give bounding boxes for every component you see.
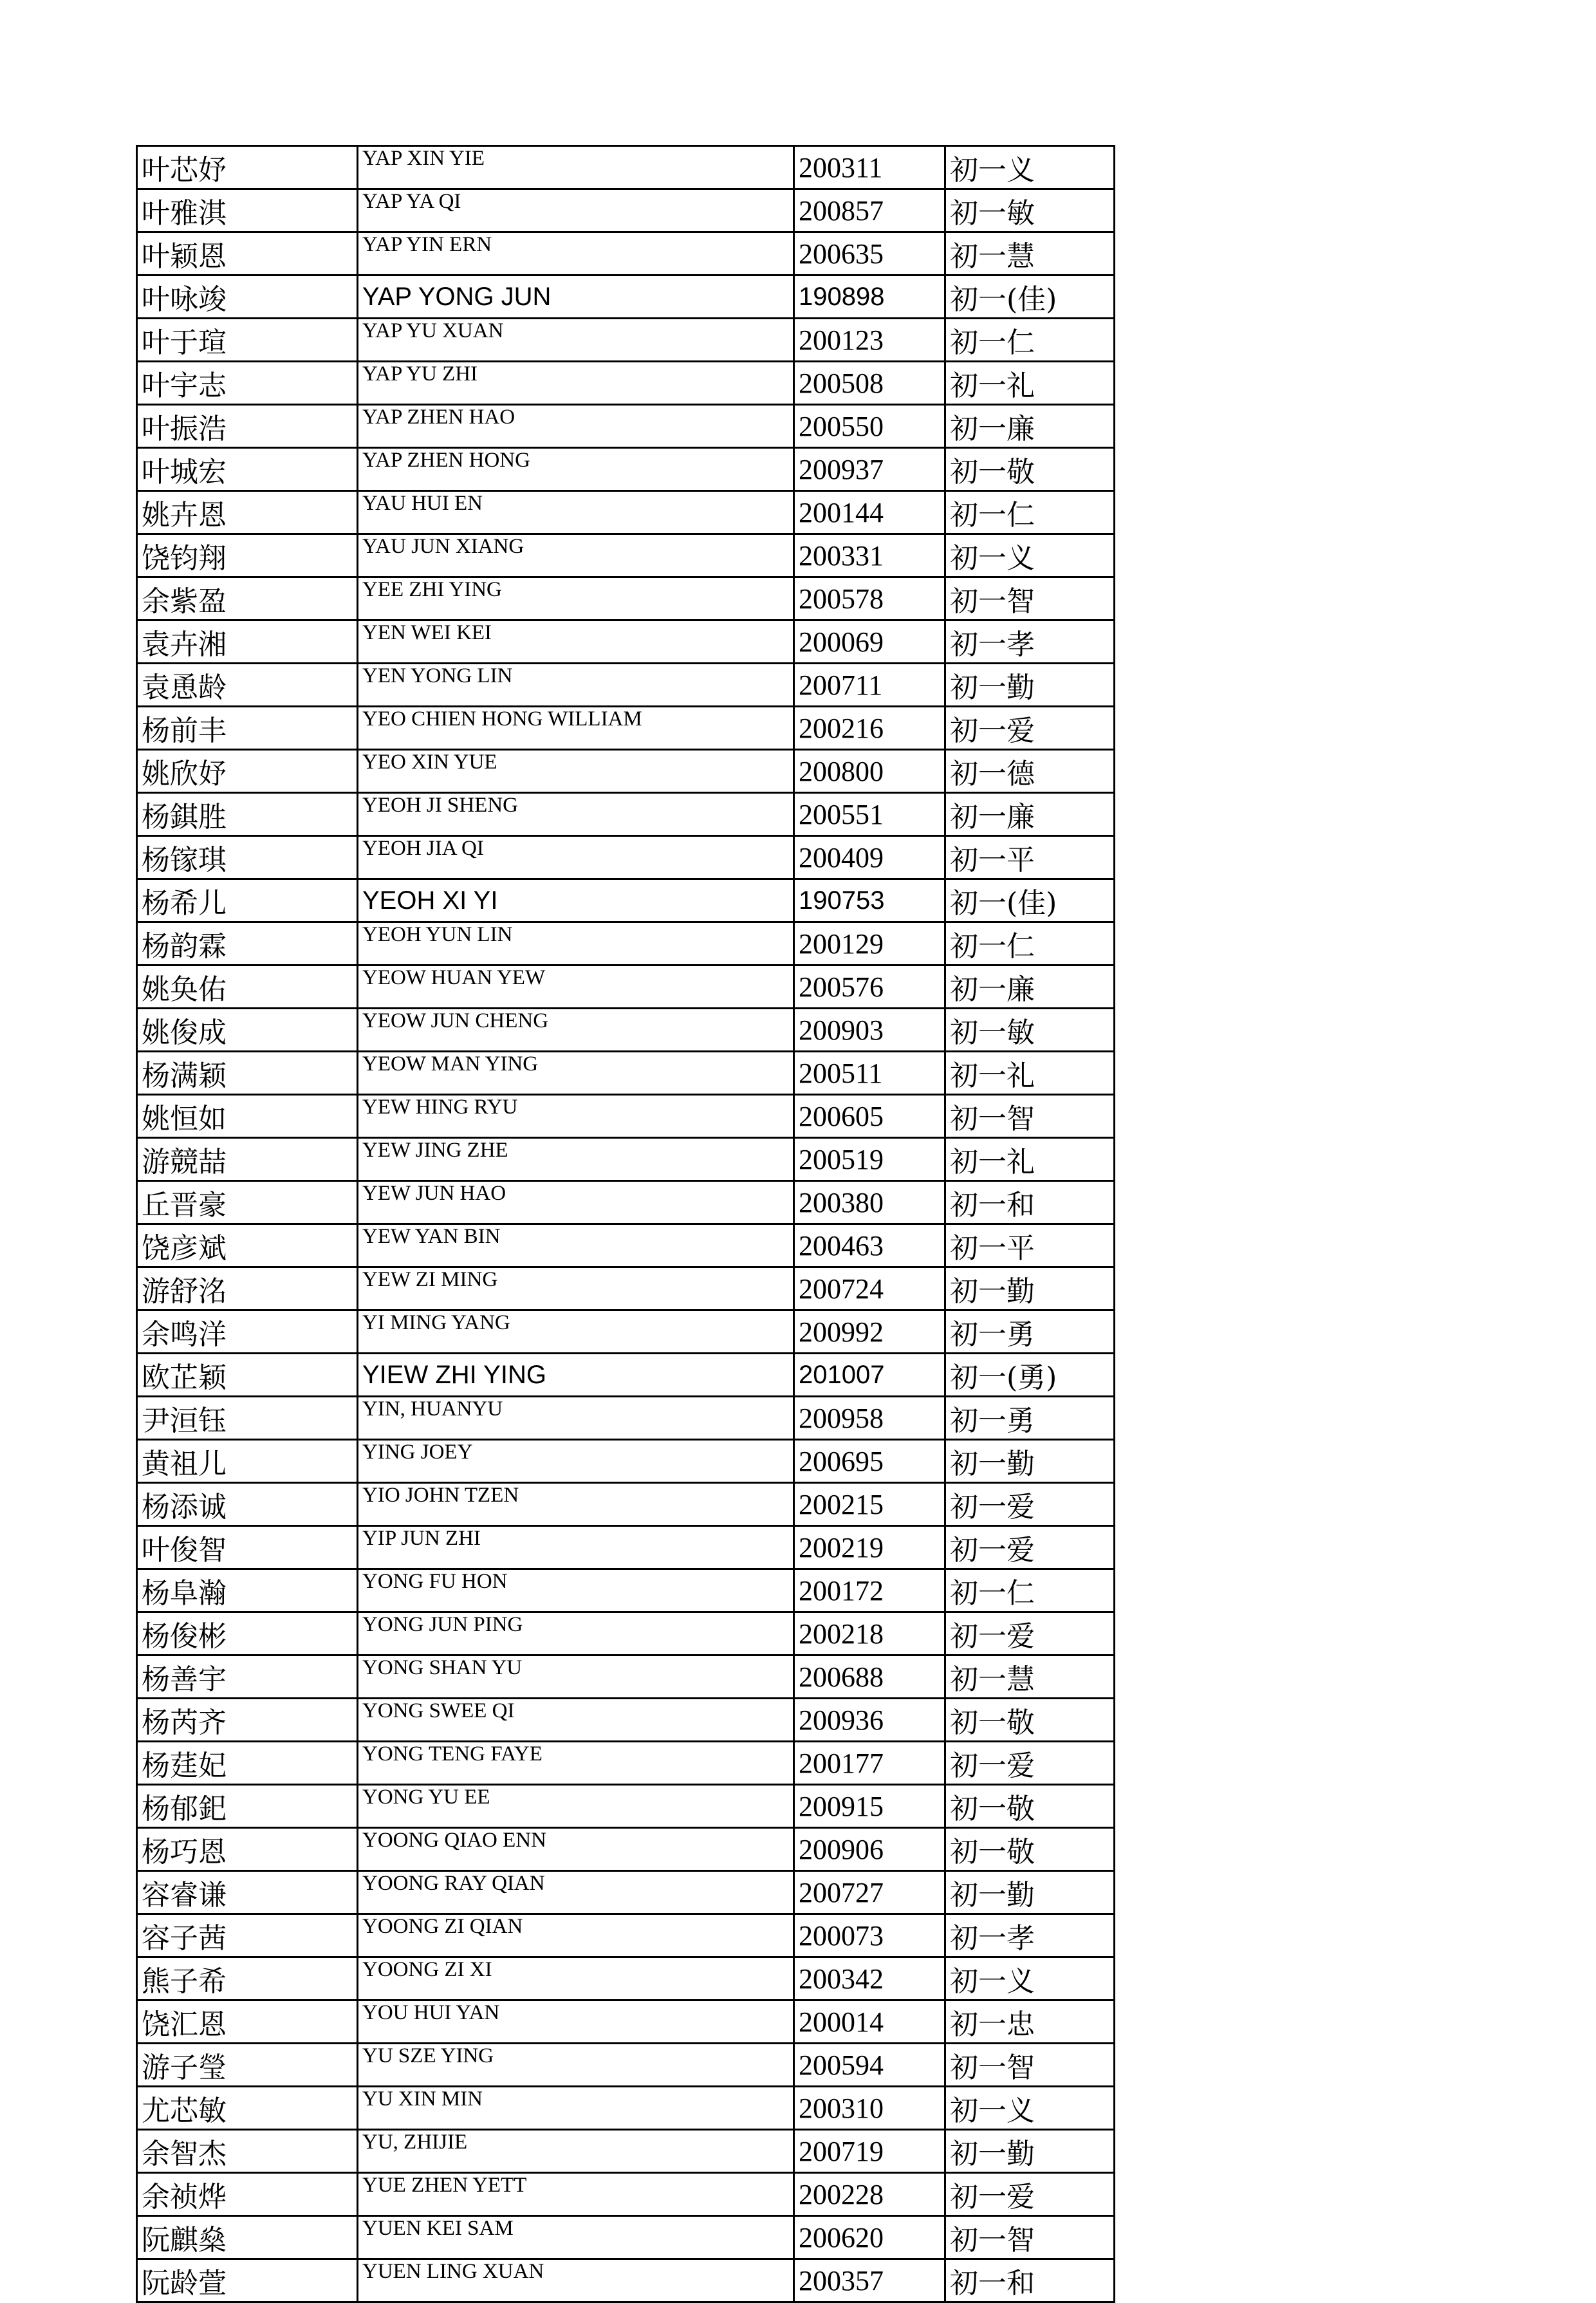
student-id-cell: 200695 bbox=[794, 1440, 945, 1483]
table-body bbox=[137, 146, 1115, 2302]
student-id-cell: 200915 bbox=[794, 1785, 945, 1828]
english-name-cell: YAU HUI EN bbox=[358, 491, 794, 534]
table-row bbox=[137, 1699, 1115, 1742]
student-id-cell: 200311 bbox=[794, 146, 945, 189]
student-id-cell: 200551 bbox=[794, 793, 945, 836]
chinese-name-cell: 容睿谦 bbox=[137, 1871, 358, 1914]
class-cell: 初一勤 bbox=[945, 1871, 1115, 1914]
student-id-cell: 200711 bbox=[794, 664, 945, 707]
class-cell: 初一慧 bbox=[945, 232, 1115, 275]
table-row bbox=[137, 1655, 1115, 1699]
student-id-cell: 200635 bbox=[794, 232, 945, 275]
table-row bbox=[137, 146, 1115, 189]
student-id-cell: 200218 bbox=[794, 1612, 945, 1655]
class-cell: 初一敬 bbox=[945, 448, 1115, 491]
student-id-cell: 200550 bbox=[794, 405, 945, 448]
student-id-cell: 200144 bbox=[794, 491, 945, 534]
student-id-cell: 200409 bbox=[794, 836, 945, 879]
class-cell: 初一勇 bbox=[945, 1310, 1115, 1354]
chinese-name-cell: 饶彦斌 bbox=[137, 1224, 358, 1267]
student-id-cell: 200578 bbox=[794, 577, 945, 620]
english-name-cell: YEOW JUN CHENG bbox=[358, 1009, 794, 1052]
chinese-name-cell: 袁卉湘 bbox=[137, 620, 358, 664]
english-name-cell: YAP YIN ERN bbox=[358, 232, 794, 275]
english-name-cell: YEW JUN HAO bbox=[358, 1181, 794, 1224]
table-row bbox=[137, 707, 1115, 750]
english-name-cell: YAP YA QI bbox=[358, 189, 794, 232]
chinese-name-cell: 叶振浩 bbox=[137, 405, 358, 448]
table-row bbox=[137, 2173, 1115, 2216]
table-row bbox=[137, 319, 1115, 362]
chinese-name-cell: 叶俊智 bbox=[137, 1526, 358, 1569]
chinese-name-cell: 杨郁釲 bbox=[137, 1785, 358, 1828]
class-cell: 初一勤 bbox=[945, 1440, 1115, 1483]
table-row bbox=[137, 664, 1115, 707]
english-name-cell: YEOW MAN YING bbox=[358, 1052, 794, 1095]
class-cell: 初一勇 bbox=[945, 1397, 1115, 1440]
class-cell: 初一平 bbox=[945, 1224, 1115, 1267]
english-name-cell: YONG SHAN YU bbox=[358, 1655, 794, 1699]
chinese-name-cell: 杨莛妃 bbox=[137, 1742, 358, 1785]
student-id-cell: 200800 bbox=[794, 750, 945, 793]
class-cell: 初一敬 bbox=[945, 1828, 1115, 1871]
class-cell: 初一智 bbox=[945, 2044, 1115, 2087]
english-name-cell: YEO XIN YUE bbox=[358, 750, 794, 793]
chinese-name-cell: 游子瑩 bbox=[137, 2044, 358, 2087]
english-name-cell: YEW ZI MING bbox=[358, 1267, 794, 1310]
student-id-cell: 190753 bbox=[794, 879, 945, 922]
table-row bbox=[137, 1957, 1115, 2000]
class-cell: 初一(勇) bbox=[945, 1354, 1115, 1397]
student-id-cell: 200576 bbox=[794, 965, 945, 1009]
chinese-name-cell: 杨韵霖 bbox=[137, 922, 358, 965]
student-id-cell: 200508 bbox=[794, 362, 945, 405]
table-row bbox=[137, 362, 1115, 405]
class-cell: 初一爱 bbox=[945, 1526, 1115, 1569]
student-id-cell: 200958 bbox=[794, 1397, 945, 1440]
student-id-cell: 200937 bbox=[794, 448, 945, 491]
student-id-cell: 200463 bbox=[794, 1224, 945, 1267]
class-cell: 初一仁 bbox=[945, 922, 1115, 965]
student-id-cell: 190898 bbox=[794, 275, 945, 319]
student-id-cell: 200342 bbox=[794, 1957, 945, 2000]
chinese-name-cell: 姚欣妤 bbox=[137, 750, 358, 793]
chinese-name-cell: 杨阜瀚 bbox=[137, 1569, 358, 1612]
english-name-cell: YAU JUN XIANG bbox=[358, 534, 794, 577]
chinese-name-cell: 饶钧翔 bbox=[137, 534, 358, 577]
table-row bbox=[137, 1181, 1115, 1224]
table-row bbox=[137, 1397, 1115, 1440]
class-cell: 初一礼 bbox=[945, 1052, 1115, 1095]
table-row bbox=[137, 2044, 1115, 2087]
student-id-cell: 200992 bbox=[794, 1310, 945, 1354]
class-cell: 初一敏 bbox=[945, 189, 1115, 232]
class-cell: 初一仁 bbox=[945, 1569, 1115, 1612]
chinese-name-cell: 叶芯妤 bbox=[137, 146, 358, 189]
class-cell: 初一义 bbox=[945, 534, 1115, 577]
table-row bbox=[137, 1052, 1115, 1095]
english-name-cell: YIEW ZHI YING bbox=[358, 1354, 794, 1397]
student-id-cell: 200519 bbox=[794, 1138, 945, 1181]
table-row bbox=[137, 1569, 1115, 1612]
english-name-cell: YAP YU ZHI bbox=[358, 362, 794, 405]
student-id-cell: 200727 bbox=[794, 1871, 945, 1914]
english-name-cell: YEOH JI SHENG bbox=[358, 793, 794, 836]
table-row bbox=[137, 232, 1115, 275]
student-id-cell: 200594 bbox=[794, 2044, 945, 2087]
student-id-cell: 200688 bbox=[794, 1655, 945, 1699]
class-cell: 初一爱 bbox=[945, 707, 1115, 750]
student-id-cell: 200129 bbox=[794, 922, 945, 965]
chinese-name-cell: 杨前丰 bbox=[137, 707, 358, 750]
chinese-name-cell: 尤芯敏 bbox=[137, 2087, 358, 2130]
class-cell: 初一爱 bbox=[945, 1483, 1115, 1526]
english-name-cell: YU XIN MIN bbox=[358, 2087, 794, 2130]
student-id-cell: 200719 bbox=[794, 2130, 945, 2173]
student-id-cell: 200605 bbox=[794, 1095, 945, 1138]
student-id-cell: 201007 bbox=[794, 1354, 945, 1397]
english-name-cell: YONG FU HON bbox=[358, 1569, 794, 1612]
english-name-cell: YONG TENG FAYE bbox=[358, 1742, 794, 1785]
chinese-name-cell: 叶宇志 bbox=[137, 362, 358, 405]
student-id-cell: 200123 bbox=[794, 319, 945, 362]
chinese-name-cell: 杨希儿 bbox=[137, 879, 358, 922]
table-row bbox=[137, 577, 1115, 620]
class-cell: 初一义 bbox=[945, 1957, 1115, 2000]
chinese-name-cell: 姚奂佑 bbox=[137, 965, 358, 1009]
student-id-cell: 200014 bbox=[794, 2000, 945, 2044]
class-cell: 初一廉 bbox=[945, 965, 1115, 1009]
english-name-cell: YONG SWEE QI bbox=[358, 1699, 794, 1742]
student-id-cell: 200310 bbox=[794, 2087, 945, 2130]
class-cell: 初一敬 bbox=[945, 1785, 1115, 1828]
table-row bbox=[137, 2216, 1115, 2259]
student-id-cell: 200069 bbox=[794, 620, 945, 664]
english-name-cell: YAP XIN YIE bbox=[358, 146, 794, 189]
class-cell: 初一礼 bbox=[945, 362, 1115, 405]
english-name-cell: YOONG RAY QIAN bbox=[358, 1871, 794, 1914]
table-row bbox=[137, 836, 1115, 879]
chinese-name-cell: 杨巧恩 bbox=[137, 1828, 358, 1871]
table-row bbox=[137, 491, 1115, 534]
english-name-cell: YONG JUN PING bbox=[358, 1612, 794, 1655]
table-row bbox=[137, 448, 1115, 491]
english-name-cell: YEO CHIEN HONG WILLIAM bbox=[358, 707, 794, 750]
student-id-cell: 200357 bbox=[794, 2259, 945, 2302]
table-row bbox=[137, 1785, 1115, 1828]
english-name-cell: YAP YU XUAN bbox=[358, 319, 794, 362]
table-row bbox=[137, 620, 1115, 664]
table-row bbox=[137, 1095, 1115, 1138]
english-name-cell: YEOH XI YI bbox=[358, 879, 794, 922]
chinese-name-cell: 尹洹钰 bbox=[137, 1397, 358, 1440]
class-cell: 初一勤 bbox=[945, 1267, 1115, 1310]
chinese-name-cell: 饶汇恩 bbox=[137, 2000, 358, 2044]
table-row bbox=[137, 1526, 1115, 1569]
chinese-name-cell: 欧芷颖 bbox=[137, 1354, 358, 1397]
chinese-name-cell: 阮龄萱 bbox=[137, 2259, 358, 2302]
chinese-name-cell: 熊子希 bbox=[137, 1957, 358, 2000]
chinese-name-cell: 游競喆 bbox=[137, 1138, 358, 1181]
class-cell: 初一德 bbox=[945, 750, 1115, 793]
table-row bbox=[137, 2259, 1115, 2302]
english-name-cell: YOU HUI YAN bbox=[358, 2000, 794, 2044]
table-row bbox=[137, 879, 1115, 922]
table-row bbox=[137, 793, 1115, 836]
student-id-cell: 200331 bbox=[794, 534, 945, 577]
english-name-cell: YUEN KEI SAM bbox=[358, 2216, 794, 2259]
english-name-cell: YONG YU EE bbox=[358, 1785, 794, 1828]
class-cell: 初一仁 bbox=[945, 319, 1115, 362]
table-row bbox=[137, 2087, 1115, 2130]
english-name-cell: YAP YONG JUN bbox=[358, 275, 794, 319]
class-cell: 初一爱 bbox=[945, 1742, 1115, 1785]
student-id-cell: 200620 bbox=[794, 2216, 945, 2259]
student-id-cell: 200216 bbox=[794, 707, 945, 750]
english-name-cell: YUEN LING XUAN bbox=[358, 2259, 794, 2302]
english-name-cell: YUE ZHEN YETT bbox=[358, 2173, 794, 2216]
english-name-cell: YOONG ZI QIAN bbox=[358, 1914, 794, 1957]
english-name-cell: YING JOEY bbox=[358, 1440, 794, 1483]
english-name-cell: YEOW HUAN YEW bbox=[358, 965, 794, 1009]
class-cell: 初一智 bbox=[945, 2216, 1115, 2259]
student-id-cell: 200380 bbox=[794, 1181, 945, 1224]
english-name-cell: YIO JOHN TZEN bbox=[358, 1483, 794, 1526]
class-cell: 初一(佳) bbox=[945, 879, 1115, 922]
chinese-name-cell: 姚卉恩 bbox=[137, 491, 358, 534]
class-cell: 初一勤 bbox=[945, 664, 1115, 707]
english-name-cell: YEW JING ZHE bbox=[358, 1138, 794, 1181]
chinese-name-cell: 袁恿龄 bbox=[137, 664, 358, 707]
chinese-name-cell: 丘晋豪 bbox=[137, 1181, 358, 1224]
english-name-cell: YEOH JIA QI bbox=[358, 836, 794, 879]
class-cell: 初一平 bbox=[945, 836, 1115, 879]
english-name-cell: YEE ZHI YING bbox=[358, 577, 794, 620]
table-row bbox=[137, 2130, 1115, 2173]
english-name-cell: YAP ZHEN HAO bbox=[358, 405, 794, 448]
chinese-name-cell: 游舒洺 bbox=[137, 1267, 358, 1310]
english-name-cell: YEOH YUN LIN bbox=[358, 922, 794, 965]
class-cell: 初一敬 bbox=[945, 1699, 1115, 1742]
table-row bbox=[137, 2000, 1115, 2044]
chinese-name-cell: 叶雅淇 bbox=[137, 189, 358, 232]
class-cell: 初一仁 bbox=[945, 491, 1115, 534]
english-name-cell: YEN YONG LIN bbox=[358, 664, 794, 707]
student-id-cell: 200903 bbox=[794, 1009, 945, 1052]
chinese-name-cell: 叶咏竣 bbox=[137, 275, 358, 319]
class-cell: 初一智 bbox=[945, 1095, 1115, 1138]
chinese-name-cell: 杨俊彬 bbox=[137, 1612, 358, 1655]
chinese-name-cell: 杨镓琪 bbox=[137, 836, 358, 879]
table-row bbox=[137, 1483, 1115, 1526]
chinese-name-cell: 余智杰 bbox=[137, 2130, 358, 2173]
table-row bbox=[137, 1828, 1115, 1871]
table-row bbox=[137, 1138, 1115, 1181]
english-name-cell: YEW HING RYU bbox=[358, 1095, 794, 1138]
english-name-cell: YOONG ZI XI bbox=[358, 1957, 794, 2000]
chinese-name-cell: 杨錤胜 bbox=[137, 793, 358, 836]
class-cell: 初一孝 bbox=[945, 1914, 1115, 1957]
english-name-cell: YIN, HUANYU bbox=[358, 1397, 794, 1440]
student-id-cell: 200511 bbox=[794, 1052, 945, 1095]
english-name-cell: YU, ZHIJIE bbox=[358, 2130, 794, 2173]
class-cell: 初一义 bbox=[945, 146, 1115, 189]
table-row bbox=[137, 1009, 1115, 1052]
chinese-name-cell: 姚恒如 bbox=[137, 1095, 358, 1138]
table-row bbox=[137, 1440, 1115, 1483]
chinese-name-cell: 余祯烨 bbox=[137, 2173, 358, 2216]
class-cell: 初一礼 bbox=[945, 1138, 1115, 1181]
chinese-name-cell: 叶城宏 bbox=[137, 448, 358, 491]
class-cell: 初一义 bbox=[945, 2087, 1115, 2130]
chinese-name-cell: 杨添诚 bbox=[137, 1483, 358, 1526]
class-cell: 初一廉 bbox=[945, 405, 1115, 448]
class-cell: 初一慧 bbox=[945, 1655, 1115, 1699]
table-row bbox=[137, 922, 1115, 965]
english-name-cell: YOONG QIAO ENN bbox=[358, 1828, 794, 1871]
english-name-cell: YI MING YANG bbox=[358, 1310, 794, 1354]
student-id-cell: 200172 bbox=[794, 1569, 945, 1612]
table-row bbox=[137, 275, 1115, 319]
class-cell: 初一勤 bbox=[945, 2130, 1115, 2173]
student-id-cell: 200215 bbox=[794, 1483, 945, 1526]
student-id-cell: 200228 bbox=[794, 2173, 945, 2216]
english-name-cell: YEN WEI KEI bbox=[358, 620, 794, 664]
table-row bbox=[137, 1310, 1115, 1354]
chinese-name-cell: 姚俊成 bbox=[137, 1009, 358, 1052]
student-id-cell: 200073 bbox=[794, 1914, 945, 1957]
english-name-cell: YU SZE YING bbox=[358, 2044, 794, 2087]
table-row bbox=[137, 1914, 1115, 1957]
english-name-cell: YIP JUN ZHI bbox=[358, 1526, 794, 1569]
table-row bbox=[137, 1612, 1115, 1655]
class-cell: 初一敏 bbox=[945, 1009, 1115, 1052]
table-row bbox=[137, 1267, 1115, 1310]
class-cell: 初一智 bbox=[945, 577, 1115, 620]
student-id-cell: 200219 bbox=[794, 1526, 945, 1569]
student-table bbox=[136, 145, 1115, 2303]
chinese-name-cell: 叶于瑄 bbox=[137, 319, 358, 362]
table-row bbox=[137, 1742, 1115, 1785]
chinese-name-cell: 阮麒燊 bbox=[137, 2216, 358, 2259]
table-row bbox=[137, 1224, 1115, 1267]
chinese-name-cell: 余紫盈 bbox=[137, 577, 358, 620]
student-id-cell: 200177 bbox=[794, 1742, 945, 1785]
table-row bbox=[137, 534, 1115, 577]
chinese-name-cell: 杨芮齐 bbox=[137, 1699, 358, 1742]
chinese-name-cell: 杨善宇 bbox=[137, 1655, 358, 1699]
english-name-cell: YEW YAN BIN bbox=[358, 1224, 794, 1267]
class-cell: 初一和 bbox=[945, 1181, 1115, 1224]
class-cell: 初一孝 bbox=[945, 620, 1115, 664]
class-cell: 初一(佳) bbox=[945, 275, 1115, 319]
student-id-cell: 200906 bbox=[794, 1828, 945, 1871]
chinese-name-cell: 杨满颖 bbox=[137, 1052, 358, 1095]
class-cell: 初一爱 bbox=[945, 2173, 1115, 2216]
table-row bbox=[137, 189, 1115, 232]
class-cell: 初一忠 bbox=[945, 2000, 1115, 2044]
student-id-cell: 200857 bbox=[794, 189, 945, 232]
table-row bbox=[137, 1871, 1115, 1914]
class-cell: 初一爱 bbox=[945, 1612, 1115, 1655]
student-id-cell: 200936 bbox=[794, 1699, 945, 1742]
student-id-cell: 200724 bbox=[794, 1267, 945, 1310]
table-row bbox=[137, 1354, 1115, 1397]
chinese-name-cell: 黄祖儿 bbox=[137, 1440, 358, 1483]
table-row bbox=[137, 750, 1115, 793]
table-row bbox=[137, 965, 1115, 1009]
class-cell: 初一和 bbox=[945, 2259, 1115, 2302]
chinese-name-cell: 叶颖恩 bbox=[137, 232, 358, 275]
chinese-name-cell: 容子茜 bbox=[137, 1914, 358, 1957]
table-row bbox=[137, 405, 1115, 448]
class-cell: 初一廉 bbox=[945, 793, 1115, 836]
chinese-name-cell: 余鸣洋 bbox=[137, 1310, 358, 1354]
english-name-cell: YAP ZHEN HONG bbox=[358, 448, 794, 491]
